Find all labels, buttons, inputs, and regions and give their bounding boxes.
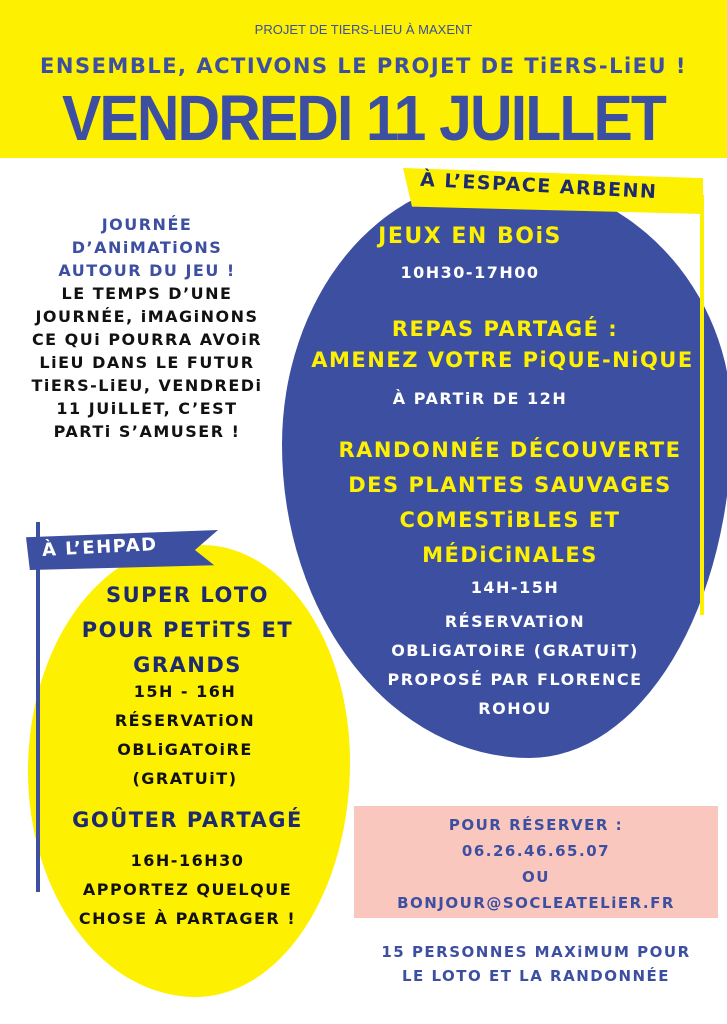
arbenn-activity2-title-1: REPAS PARTAGÉ :	[391, 317, 619, 341]
arbenn-activity1-title: JEUX EN BOiS	[378, 224, 562, 249]
ehpad-activity2-details	[55, 846, 320, 933]
intro-body	[22, 282, 272, 443]
arbenn-activity3-detail-line: OBLiGATOiRE (GRATUiT)	[391, 641, 639, 660]
ehpad-activity2-title: GOÛTER PARTAGÉ	[72, 808, 303, 832]
intro-highlight	[22, 213, 272, 282]
ehpad-activity1-title-line: POUR PETiTS ET	[81, 618, 294, 642]
ehpad-activity2-detail-line: APPORTEZ QUELQUE	[82, 880, 293, 899]
arbenn-activity3-title-line: MÉDiCiNALES	[422, 543, 598, 567]
intro-highlight-line: D’ANiMATiONS	[71, 238, 223, 257]
arbenn-activity3-title-line: RANDONNÉE DÉCOUVERTE	[338, 438, 682, 462]
ehpad-activity2-detail-line: CHOSE À PARTAGER !	[78, 909, 297, 928]
ehpad-activity1-title-line: GRANDS	[133, 653, 242, 677]
intro-body-line: TiERS-LiEU, VENDREDi	[31, 376, 263, 395]
arbenn-activity3-title-line: COMESTiBLES ET	[399, 508, 621, 532]
arbenn-activity3-time: 14H-15H	[470, 578, 560, 597]
intro-highlight-line: JOURNÉE	[101, 215, 193, 234]
ehpad-activity1-detail-line: 15H - 16H	[133, 682, 237, 701]
project-line: PROJET DE TIERS-LIEU À MAXENT	[254, 22, 473, 37]
intro-text	[22, 213, 272, 443]
arbenn-activity3-detail-line: PROPOSÉ PAR FLORENCE	[387, 670, 643, 689]
reservation-info	[354, 812, 718, 916]
capacity-note-line: LE LOTO ET LA RANDONNÉE	[401, 967, 671, 985]
reservation-phone[interactable]: 06.26.46.65.07	[461, 842, 611, 860]
intro-body-line: PARTi S’AMUSER !	[53, 422, 241, 441]
date-title: VENDREDI 11 JUILLET	[61, 82, 666, 154]
ehpad-activity2-detail-line: 16H-16H30	[130, 851, 245, 870]
intro-highlight-line: AUTOUR DU JEU !	[58, 261, 236, 280]
espace-arbenn-flag-label: À L’ESPACE ARBENN	[419, 168, 658, 204]
ehpad-activity1-detail-line: (GRATUiT)	[132, 769, 238, 788]
arbenn-activity2-title-2: AMENEZ VOTRE PiQUE-NiQUE	[311, 348, 694, 372]
ehpad-flag-label: À L’EHPAD	[41, 533, 159, 562]
arbenn-activity3-title	[300, 433, 720, 573]
reservation-or: OU	[522, 868, 550, 886]
arbenn-activity1-time: 10H30-17H00	[400, 263, 540, 282]
intro-body-line: JOURNÉE, iMAGiNONS	[35, 307, 259, 326]
reservation-email[interactable]: BONJOUR@SOCLEATELiER.FR	[397, 894, 675, 912]
ehpad-activity1-detail-line: RÉSERVATiON	[114, 711, 256, 730]
tagline: ENSEMBLE, ACTIVONS LE PROJET DE TiERS-LiEU !	[40, 54, 687, 78]
arbenn-activity3-detail-line: ROHOU	[478, 699, 552, 718]
ehpad-activity1-title	[55, 578, 320, 683]
ehpad-activity1-title-line: SUPER LOTO	[105, 583, 270, 607]
arbenn-activity3-detail-line: RÉSERVATiON	[444, 612, 586, 631]
ehpad-activity1-details	[60, 677, 310, 793]
arbenn-activity3-title-line: DES PLANTES SAUVAGES	[348, 473, 672, 497]
capacity-note	[350, 940, 722, 988]
intro-body-line: CE QUi POURRA AVOiR	[31, 330, 263, 349]
intro-body-line: LE TEMPS D’UNE	[61, 284, 233, 303]
intro-body-line: 11 JUiLLET, C’EST	[56, 399, 238, 418]
arbenn-activity2-time: À PARTiR DE 12H	[392, 389, 568, 408]
arbenn-activity3-details	[350, 607, 680, 723]
intro-body-line: LiEU DANS LE FUTUR	[39, 353, 255, 372]
ehpad-flag-pole	[36, 522, 40, 892]
reservation-title: POUR RÉSERVER :	[448, 816, 624, 834]
capacity-note-line: 15 PERSONNES MAXiMUM POUR	[381, 943, 691, 961]
ehpad-activity1-detail-line: OBLiGATOiRE	[117, 740, 253, 759]
